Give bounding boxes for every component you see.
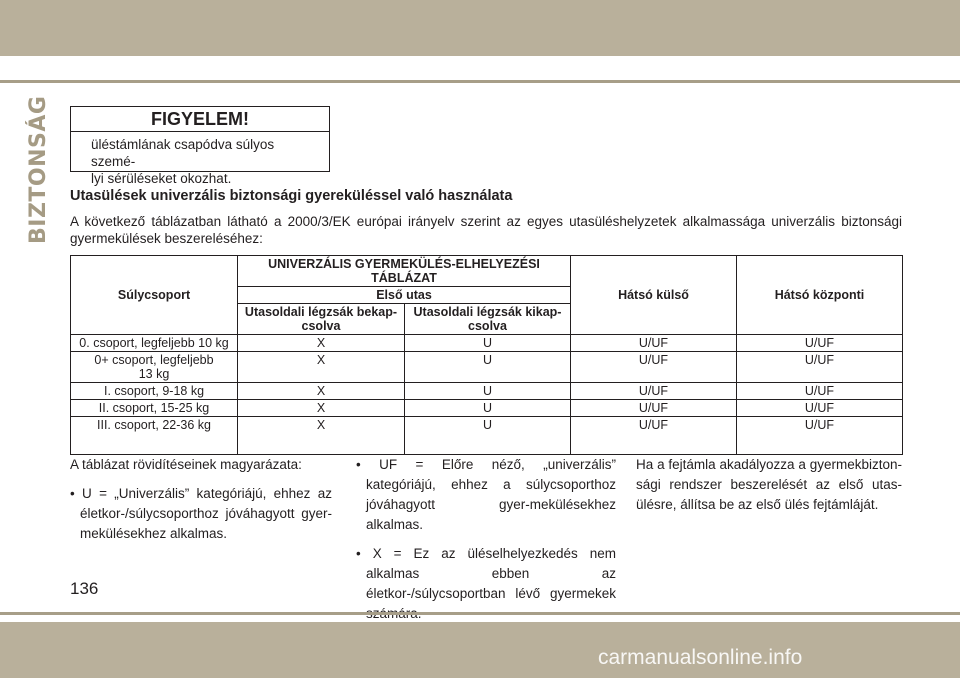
cell-rear-outer: U/UF (571, 352, 737, 383)
cell-airbag-off: U (405, 352, 571, 383)
cell-airbag-on: X (238, 417, 405, 455)
cell-weight: I. csoport, 9-18 kg (71, 383, 238, 400)
page-number: 136 (70, 579, 99, 598)
warning-text (71, 132, 329, 187)
cell-rear-center: U/UF (737, 400, 903, 417)
cell-weight: II. csoport, 15-25 kg (71, 400, 238, 417)
legend-item-uf: • UF = Előre néző, „univerzális” kategóriájú, ehhez a súlycsoporthoz jóváhagyott gyer-mekülésekhez alkalmas. (356, 457, 616, 532)
table-row (71, 335, 903, 352)
warning-title: FIGYELEM! (71, 107, 329, 132)
side-section-title: BIZTONSÁG (26, 95, 51, 244)
section-heading: Utasülések univerzális biztonsági gyereküléssel való használata (70, 188, 513, 204)
legend-column-1 (70, 455, 332, 553)
headrest-note: Ha a fejtámla akadályozza a gyermekbizton-sági rendszer beszerelését az első utas-ülésre, állítsa be az első ülés fejtámláját. (636, 457, 902, 512)
cell-airbag-on: X (238, 352, 405, 383)
legend-item-u: • U = „Univerzális” kategóriájú, ehhez az életkor-/súlycsoporthoz jóváhagyott gyer-mekülésekhez alkalmas. (70, 486, 332, 541)
warning-box (70, 106, 330, 186)
cell-airbag-on: X (238, 335, 405, 352)
legend-column-3 (636, 455, 902, 524)
header-weight-group: Súlycsoport (71, 256, 238, 335)
cell-airbag-off: U (405, 400, 571, 417)
cell-airbag-on: X (238, 383, 405, 400)
top-divider (0, 80, 960, 83)
cell-rear-center: U/UF (737, 417, 903, 455)
bottom-decor-band (0, 622, 960, 678)
cell-weight: III. csoport, 22-36 kg (71, 417, 238, 455)
cell-rear-outer: U/UF (571, 417, 737, 455)
top-decor-band (0, 0, 960, 56)
table-row (71, 417, 903, 455)
cell-rear-center: U/UF (737, 383, 903, 400)
bottom-divider (0, 612, 960, 615)
cell-airbag-off: U (405, 335, 571, 352)
table-row (71, 400, 903, 417)
warning-text-line: üléstámlának csapódva súlyos szemé- (91, 137, 275, 169)
table-row (71, 352, 903, 383)
cell-airbag-off: U (405, 417, 571, 455)
header-airbag-on: Utasoldali légzsák bekap-csolva (238, 304, 405, 335)
child-seat-table (70, 255, 903, 455)
header-airbag-off: Utasoldali légzsák kikap-csolva (405, 304, 571, 335)
cell-airbag-off: U (405, 383, 571, 400)
header-rear-outer: Hátsó külső (571, 256, 737, 335)
header-rear-center: Hátsó központi (737, 256, 903, 335)
watermark-text: carmanualsonline.info (598, 646, 803, 669)
cell-rear-outer: U/UF (571, 400, 737, 417)
table-row (71, 383, 903, 400)
warning-text-line: lyi sérüléseket okozhat. (91, 171, 232, 186)
cell-airbag-on: X (238, 400, 405, 417)
intro-paragraph: A következő táblázatban látható a 2000/3/EK európai irányelv szerint az egyes utasüléshelyzetek alkalmassága univerzális biztonsági gyermekülések beszereléséhez: (70, 214, 902, 246)
header-main: UNIVERZÁLIS GYERMEKÜLÉS-ELHELYEZÉSI TÁBLÁZAT (238, 256, 571, 287)
cell-weight: 0. csoport, legfeljebb 10 kg (71, 335, 238, 352)
legend-heading: A táblázat rövidítéseinek magyarázata: (70, 457, 302, 472)
legend-item-x: • X = Ez az üléselhelyezkedés nem alkalmas ebben az életkor-/súlycsoportban lévő gyermekek (356, 546, 616, 601)
cell-rear-center: U/UF (737, 335, 903, 352)
legend-column-2 (356, 455, 616, 633)
cell-rear-outer: U/UF (571, 335, 737, 352)
cell-rear-outer: U/UF (571, 383, 737, 400)
cell-weight: 0+ csoport, legfeljebb 13 kg (71, 352, 238, 383)
header-front-passenger: Első utas (238, 287, 571, 304)
cell-rear-center: U/UF (737, 352, 903, 383)
